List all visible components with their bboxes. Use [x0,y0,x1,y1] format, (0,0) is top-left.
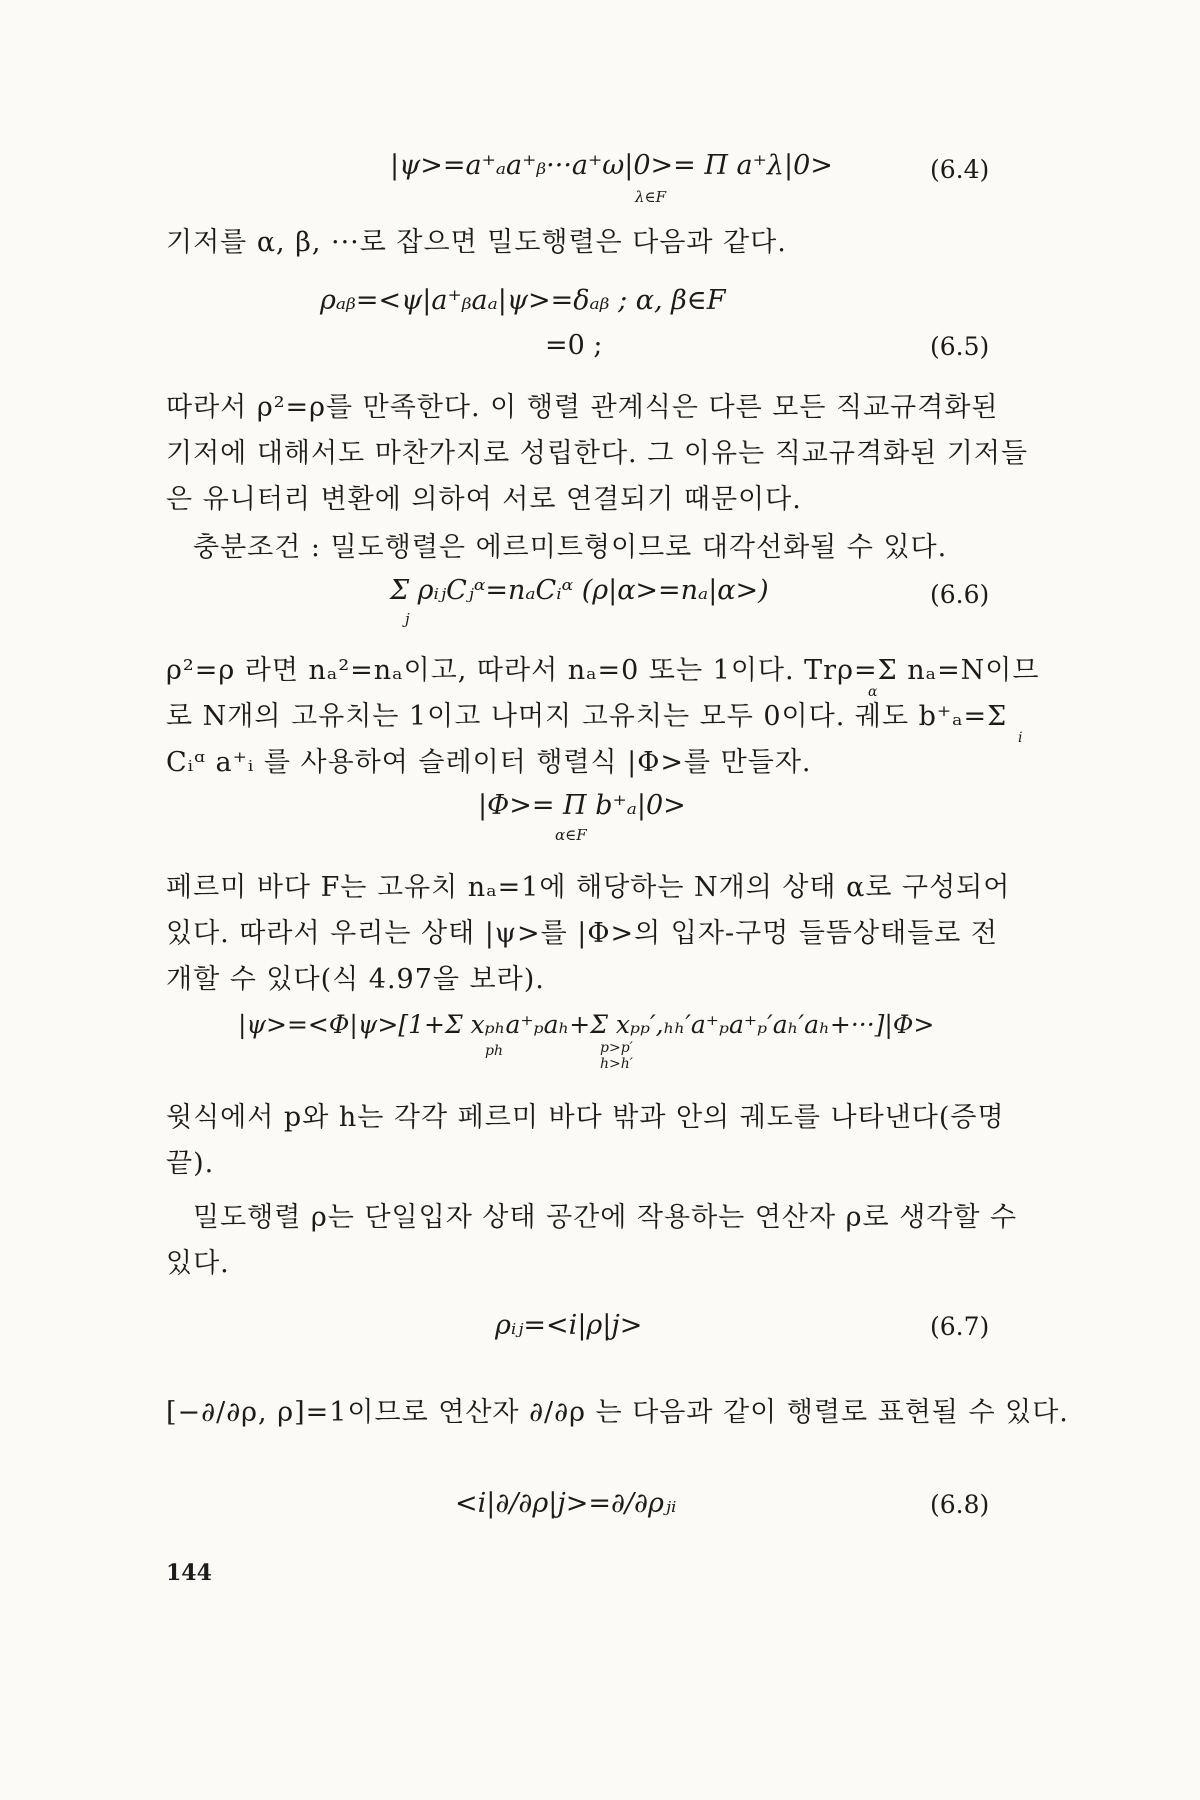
text-line: 기저에 대해서도 마찬가지로 성립한다. 그 이유는 직교규격화된 기저들 [166,438,1029,469]
paragraph-commutator [166,1390,1069,1436]
equation-6-6: Σ ρᵢⱼCⱼᵅ=nₐCᵢᵅ (ρ|α>=nₐ|α>) [390,575,769,606]
paragraph-operator [166,1195,1036,1287]
equation-number-6-8: (6.8) [930,1490,990,1519]
text-line: 페르미 바다 F는 고유치 nₐ=1에 해당하는 N개의 상태 α로 구성되어 [166,872,1011,903]
text-line: 개할 수 있다(식 4.97을 보라). [166,964,545,995]
text-line: Cᵢᵅ a⁺ᵢ 를 사용하여 슬레이터 행렬식 |Φ>를 만들자. [166,747,812,778]
text-line: 기저를 α, β, ···로 잡으면 밀도행렬은 다음과 같다. [166,227,787,258]
equation-number-6-7: (6.7) [930,1312,990,1341]
equation-expansion-subscript-h: h>h′ [600,1056,633,1072]
equation-6-5-line2: =0 ; [545,330,603,361]
paragraph-orthonormal [166,385,1036,523]
equation-slater-subscript: α∈F [555,826,587,844]
equation-number-6-5: (6.5) [930,332,990,361]
text-line: [−∂/∂ρ, ρ]=1이므로 연산자 ∂/∂ρ 는 다음과 같이 행렬로 표현될 수 있다. [166,1397,1069,1428]
text-line: 끝). [166,1148,215,1179]
sum-subscript-i: i [1018,730,1023,746]
text-line: 충분조건 : 밀도행렬은 에르미트형이므로 대각선화될 수 있다. [193,532,948,563]
equation-number-6-6: (6.6) [930,580,990,609]
equation-6-8: <i|∂/∂ρ|j>=∂/∂ρⱼᵢ [455,1488,677,1519]
text-line: 은 유니터리 변환에 의하여 서로 연결되기 때문이다. [166,484,802,515]
text-line: 있다. 따라서 우리는 상태 |ψ>를 |Φ>의 입자-구멍 들뜸상태들로 전 [166,918,998,949]
text-line: 있다. [166,1248,230,1279]
sum-subscript-alpha: α [868,684,878,700]
equation-6-4-subscript: λ∈F [635,188,667,206]
text-line: ρ²=ρ 라면 nₐ²=nₐ이고, 따라서 nₐ=0 또는 1이다. Trρ=Σ nₐ=N이므 [166,655,1040,686]
equation-6-7: ρᵢⱼ=<i|ρ|j> [495,1310,643,1341]
equation-expansion-subscript-ph: ph [485,1043,503,1059]
equation-expansion-subscript-p: p>p′ [600,1040,633,1056]
page-number: 144 [166,1560,212,1586]
equation-slater: |Φ>= Π b⁺ₐ|0> [478,790,686,821]
text-line: 밀도행렬 ρ는 단일입자 상태 공간에 작용하는 연산자 ρ로 생각할 수 [193,1202,1018,1233]
paragraph-orbitals [166,1095,1036,1187]
paragraph-sufficient-condition [166,525,1036,571]
paragraph-fermi-sea [166,865,1036,1003]
text-line: 로 N개의 고유치는 1이고 나머지 고유치는 모두 0이다. 궤도 b⁺ₐ=Σ [166,701,1008,732]
paragraph-eigenvalues [166,648,1040,786]
text-line: 따라서 ρ²=ρ를 만족한다. 이 행렬 관계식은 다른 모든 직교규격화된 [166,392,999,423]
equation-6-5-line1: ρₐᵦ=<ψ|a⁺ᵦaₐ|ψ>=δₐᵦ ; α, β∈F [320,285,726,316]
paragraph-basis [166,220,1036,266]
text-line: 윗식에서 p와 h는 각각 페르미 바다 밖과 안의 궤도를 나타낸다(증명 [166,1102,1005,1133]
equation-6-6-subscript: j [405,610,410,628]
equation-expansion: |ψ>=<Φ|ψ>[1+Σ xₚₕa⁺ₚaₕ+Σ xₚₚ′,ₕₕ′a⁺ₚa⁺ₚ′aₕ′aₕ+···]|Φ> [238,1010,935,1039]
equation-number-6-4: (6.4) [930,155,990,184]
equation-6-4: |ψ>=a⁺ₐa⁺ᵦ···a⁺ω|0>= Π a⁺λ|0> [390,150,833,181]
